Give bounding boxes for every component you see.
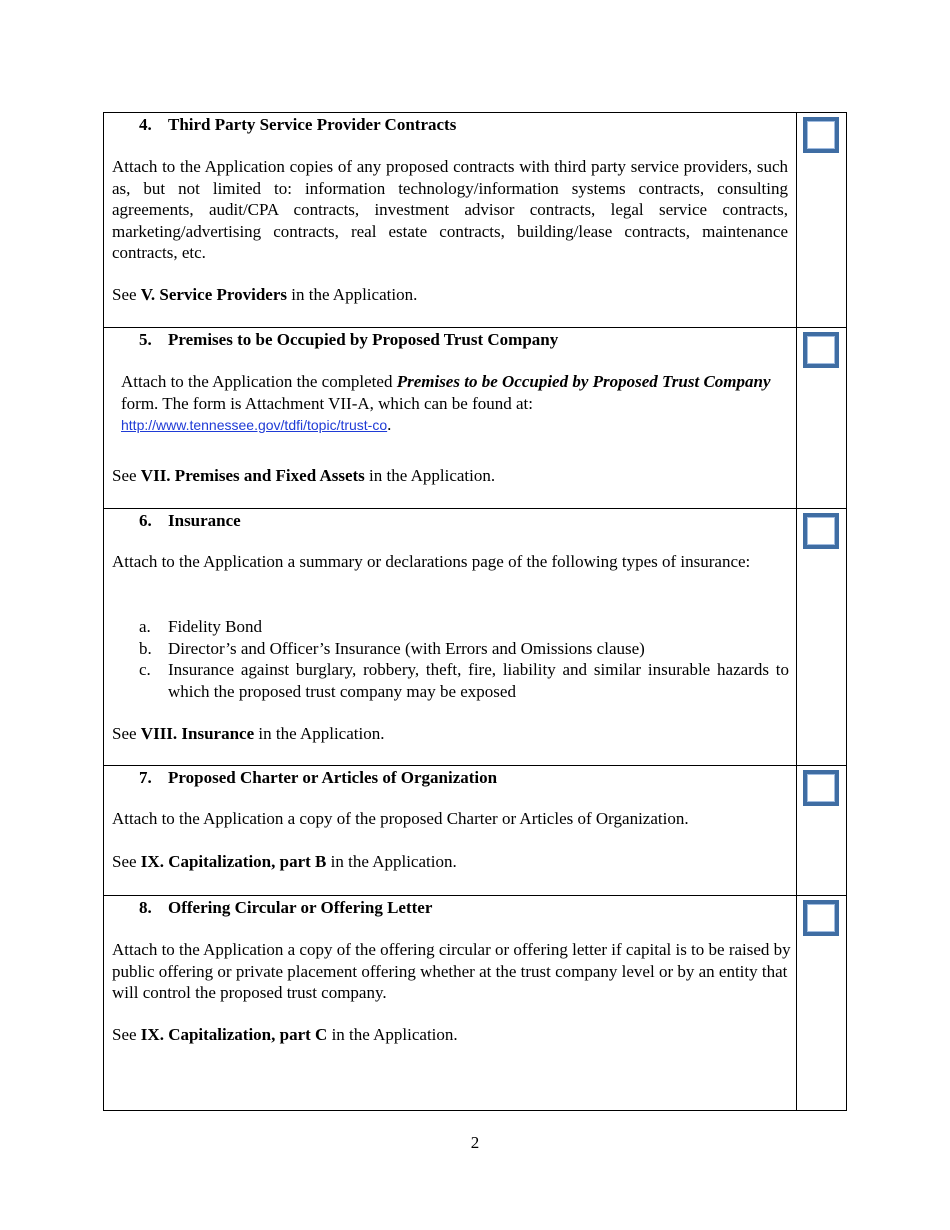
see-reference-bold: VIII. Insurance: [140, 724, 255, 743]
page-number: 2: [470, 1133, 480, 1152]
see-reference: See V. Service Providers in the Application.: [112, 285, 418, 304]
form-name: Premises to be Occupied by Proposed Trust Company: [396, 372, 771, 391]
section-body: Attach to the Application the completed Premises to be Occupied by Proposed Trust Company form. The form is Attachment VII-A, which can be found at: http://www.tennessee.gov/tdfi/topic/trust-co.: [121, 372, 771, 434]
section-heading: [139, 767, 497, 788]
section-title: Insurance: [168, 511, 241, 530]
checkbox-cell: [797, 509, 846, 765]
section-content: [104, 766, 797, 895]
section-heading: [139, 510, 241, 531]
checklist-table: [103, 112, 847, 1111]
checkbox[interactable]: [803, 770, 839, 806]
section-content: [104, 328, 797, 508]
section-row-8: [104, 896, 846, 1110]
see-reference-bold: IX. Capitalization, part B: [140, 852, 327, 871]
section-body: Attach to the Application a summary or declarations page of the following types of insurance:: [112, 552, 751, 571]
section-body: Attach to the Application copies of any proposed contracts with third party service providers, such as, but not limited to: information technology/information systems contracts, consulting agreements, audit/CPA contracts, investment advisor contracts, legal service contracts, marketing/advertising contracts, real estate contracts, building/lease contracts, maintenance contracts, etc.: [112, 157, 788, 262]
checkbox[interactable]: [803, 117, 839, 153]
section-body: Attach to the Application a copy of the proposed Charter or Articles of Organization.: [112, 809, 689, 828]
section-row-5: [104, 328, 846, 509]
checkbox[interactable]: [803, 900, 839, 936]
section-row-6: [104, 509, 846, 766]
section-number: 5.: [139, 330, 152, 349]
section-row-4: [104, 113, 846, 328]
see-reference: See VIII. Insurance in the Application.: [112, 724, 385, 743]
section-number: 8.: [139, 898, 152, 917]
section-number: 4.: [139, 115, 152, 134]
section-number: 7.: [139, 768, 152, 787]
checkbox-cell: [797, 113, 846, 327]
checkbox-cell: [797, 766, 846, 895]
see-reference-bold: VII. Premises and Fixed Assets: [140, 466, 365, 485]
see-reference: See VII. Premises and Fixed Assets in the Application.: [112, 466, 496, 485]
see-reference: See IX. Capitalization, part C in the Application.: [112, 1025, 458, 1044]
checkbox[interactable]: [803, 513, 839, 549]
section-content: [104, 896, 797, 1110]
section-title: Premises to be Occupied by Proposed Trust Company: [168, 330, 559, 349]
list-item: c. Insurance against burglary, robbery, theft, fire, liability and similar insurable hazards to which the proposed trust company may be exposed: [139, 660, 789, 701]
checkbox-cell: [797, 896, 846, 1110]
section-content: [104, 113, 797, 327]
see-reference-bold: IX. Capitalization, part C: [140, 1025, 328, 1044]
section-row-7: [104, 766, 846, 896]
checkbox-cell: [797, 328, 846, 508]
checkbox[interactable]: [803, 332, 839, 368]
section-title: Offering Circular or Offering Letter: [168, 898, 433, 917]
section-title: Third Party Service Provider Contracts: [168, 115, 457, 134]
section-title: Proposed Charter or Articles of Organization: [168, 768, 498, 787]
section-heading: [139, 329, 558, 350]
section-heading: [139, 114, 456, 135]
list-item: b. Director’s and Officer’s Insurance (with Errors and Omissions clause): [139, 638, 645, 658]
section-content: [104, 509, 797, 765]
trust-co-link[interactable]: http://www.tennessee.gov/tdfi/topic/trust-co: [121, 417, 388, 433]
section-number: 6.: [139, 511, 152, 530]
section-heading: [139, 897, 432, 918]
insurance-list: [139, 616, 789, 702]
section-body: Attach to the Application a copy of the offering circular or offering letter if capital is to be raised by public offering or private placement offering whether at the trust company level or by an entity that will control the proposed trust company.: [112, 940, 791, 1002]
see-reference: See IX. Capitalization, part B in the Application.: [112, 852, 457, 871]
list-item: a. Fidelity Bond: [139, 617, 262, 636]
see-reference-bold: V. Service Providers: [140, 285, 287, 304]
